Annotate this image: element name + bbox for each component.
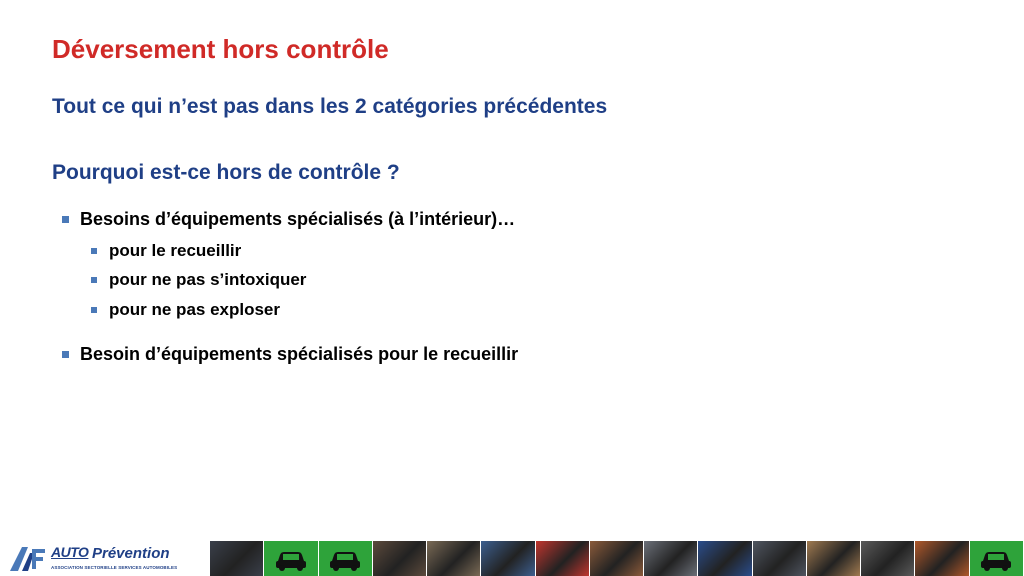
logo-tagline: ASSOCIATION SECTORIELLE SERVICES AUTOMOBILES xyxy=(51,565,178,570)
sub-bullet-item xyxy=(91,300,280,320)
tools-photo-icon xyxy=(644,541,698,576)
slide-title: Déversement hors contrôle xyxy=(52,34,389,64)
bullet-square-icon xyxy=(91,277,97,283)
bullet-square-icon xyxy=(91,248,97,254)
welding-photo-icon xyxy=(915,541,969,576)
mechanic-photo-icon xyxy=(373,541,427,576)
logo-auto-text: AUTO xyxy=(51,544,89,560)
slide-subtitle: Tout ce qui n’est pas dans les 2 catégories précédentes xyxy=(52,95,608,118)
car-pictogram-icon xyxy=(970,541,1024,576)
sub-bullet-item xyxy=(91,241,241,261)
sub-bullet-text: pour ne pas exploser xyxy=(109,300,280,319)
glove-hand-photo-icon xyxy=(536,541,590,576)
garage-photo-icon xyxy=(210,541,264,576)
parts-shelf-photo-icon xyxy=(590,541,644,576)
worker-photo-icon xyxy=(807,541,861,576)
sub-bullet-text: pour le recueillir xyxy=(109,241,242,260)
bullet-square-icon xyxy=(91,307,97,313)
eye-photo-icon xyxy=(698,541,752,576)
bullet-item xyxy=(62,344,518,365)
bullet-text: Besoins d’équipements spécialisés (à l’intérieur)… xyxy=(80,209,516,229)
bullet-item xyxy=(62,209,515,230)
sub-bullet-text: pour ne pas s’intoxiquer xyxy=(109,270,307,289)
tire-photo-icon xyxy=(861,541,915,576)
logo-prevention-text: Prévention xyxy=(92,545,170,562)
engine-photo-icon xyxy=(753,541,807,576)
bullet-text: Besoin d’équipements spécialisés pour le recueillir xyxy=(80,344,519,364)
sub-bullet-item xyxy=(91,270,306,290)
car-pictogram-icon xyxy=(264,541,318,576)
section-heading: Pourquoi est-ce hors de contrôle ? xyxy=(52,161,400,184)
photo-strip xyxy=(210,541,1024,576)
asp-logo-icon xyxy=(8,545,48,573)
workshop-photo-icon xyxy=(427,541,481,576)
bullet-square-icon xyxy=(62,216,69,223)
paint-booth-photo-icon xyxy=(481,541,535,576)
car-pictogram-icon xyxy=(319,541,373,576)
autoprevention-logo xyxy=(4,543,204,575)
bullet-square-icon xyxy=(62,351,69,358)
